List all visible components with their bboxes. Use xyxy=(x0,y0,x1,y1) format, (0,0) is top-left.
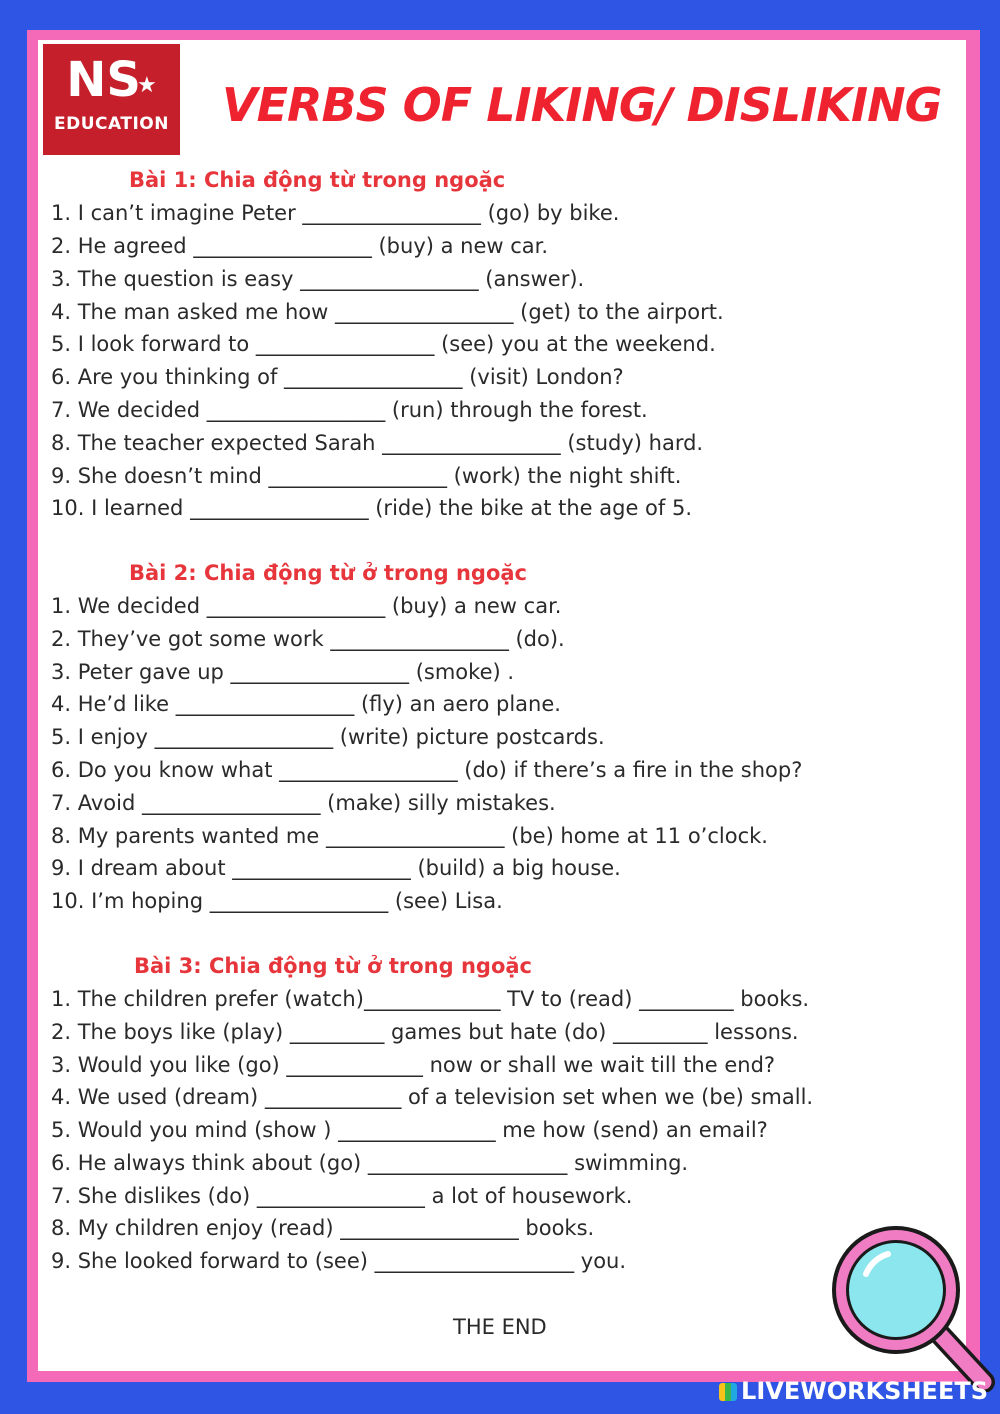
exercise-1-item: 2. He agreed _________________ (buy) a new car. xyxy=(51,234,549,258)
the-end-text: THE END xyxy=(453,1315,547,1339)
exercise-3-item: 3. Would you like (go) _____________ now or shall we wait till the end? xyxy=(51,1053,776,1077)
exercise-2-item: 8. My parents wanted me _________________ (be) home at 11 o’clock. xyxy=(51,824,768,848)
exercise-1-item: 1. I can’t imagine Peter _________________ (go) by bike. xyxy=(51,201,620,225)
exercise-2-item: 5. I enjoy _________________ (write) picture postcards. xyxy=(51,725,605,749)
logo-sub: EDUCATION xyxy=(54,114,169,134)
exercise-2-item: 1. We decided _________________ (buy) a new car. xyxy=(51,594,562,618)
exercise-3-heading: Bài 3: Chia động từ ở trong ngoặc xyxy=(134,954,532,978)
exercise-3-item: 1. The children prefer (watch)_____________ TV to (read) _________ books. xyxy=(51,987,810,1011)
liveworksheets-brand xyxy=(719,1376,988,1406)
exercise-1-heading: Bài 1: Chia động từ trong ngoặc xyxy=(129,168,506,192)
exercise-3-item: 9. She looked forward to (see) ___________________ you. xyxy=(51,1249,627,1273)
exercise-3-item: 5. Would you mind (show ) _______________ me how (send) an email? xyxy=(51,1118,768,1142)
exercise-1-item: 4. The man asked me how _________________ (get) to the airport. xyxy=(51,300,724,324)
exercise-3-item: 7. She dislikes (do) ________________ a lot of housework. xyxy=(51,1184,633,1208)
exercise-2-item: 7. Avoid _________________ (make) silly mistakes. xyxy=(51,791,556,815)
worksheet-title: VERBS OF LIKING/ DISLIKING xyxy=(222,78,942,132)
star-icon: ★ xyxy=(137,73,157,98)
magnifier-icon xyxy=(826,1222,996,1392)
exercise-1-item: 10. I learned _________________ (ride) the bike at the age of 5. xyxy=(51,496,692,520)
exercise-1-item: 7. We decided _________________ (run) through the forest. xyxy=(51,398,648,422)
exercise-2-item: 2. They’ve got some work _________________ (do). xyxy=(51,627,565,651)
exercise-3-item: 8. My children enjoy (read) _________________ books. xyxy=(51,1216,595,1240)
logo-mark: NS xyxy=(66,52,141,108)
exercise-1-item: 6. Are you thinking of _________________ (visit) London? xyxy=(51,365,624,389)
exercise-3-item: 4. We used (dream) _____________ of a television set when we (be) small. xyxy=(51,1085,814,1109)
exercise-3-item: 2. The boys like (play) _________ games but hate (do) _________ lessons. xyxy=(51,1020,799,1044)
ns-education-logo xyxy=(43,44,180,155)
exercise-1-item: 5. I look forward to _________________ (see) you at the weekend. xyxy=(51,332,716,356)
footer-brand-text: LIVEWORKSHEETS xyxy=(741,1377,988,1405)
liveworksheets-logo-icon xyxy=(719,1383,737,1401)
exercise-1-item: 3. The question is easy _________________ (answer). xyxy=(51,267,585,291)
exercise-2-item: 10. I’m hoping _________________ (see) Lisa. xyxy=(51,889,503,913)
exercise-2-item: 3. Peter gave up _________________ (smoke) . xyxy=(51,660,515,684)
exercise-2-item: 4. He’d like _________________ (fly) an aero plane. xyxy=(51,692,561,716)
exercise-1-item: 8. The teacher expected Sarah _________________ (study) hard. xyxy=(51,431,704,455)
exercise-2-heading: Bài 2: Chia động từ ở trong ngoặc xyxy=(129,561,527,585)
exercise-2-item: 6. Do you know what _________________ (do) if there’s a fire in the shop? xyxy=(51,758,803,782)
exercise-3-item: 6. He always think about (go) ___________________ swimming. xyxy=(51,1151,689,1175)
exercise-2-item: 9. I dream about _________________ (build) a big house. xyxy=(51,856,621,880)
exercise-1-item: 9. She doesn’t mind _________________ (work) the night shift. xyxy=(51,464,682,488)
